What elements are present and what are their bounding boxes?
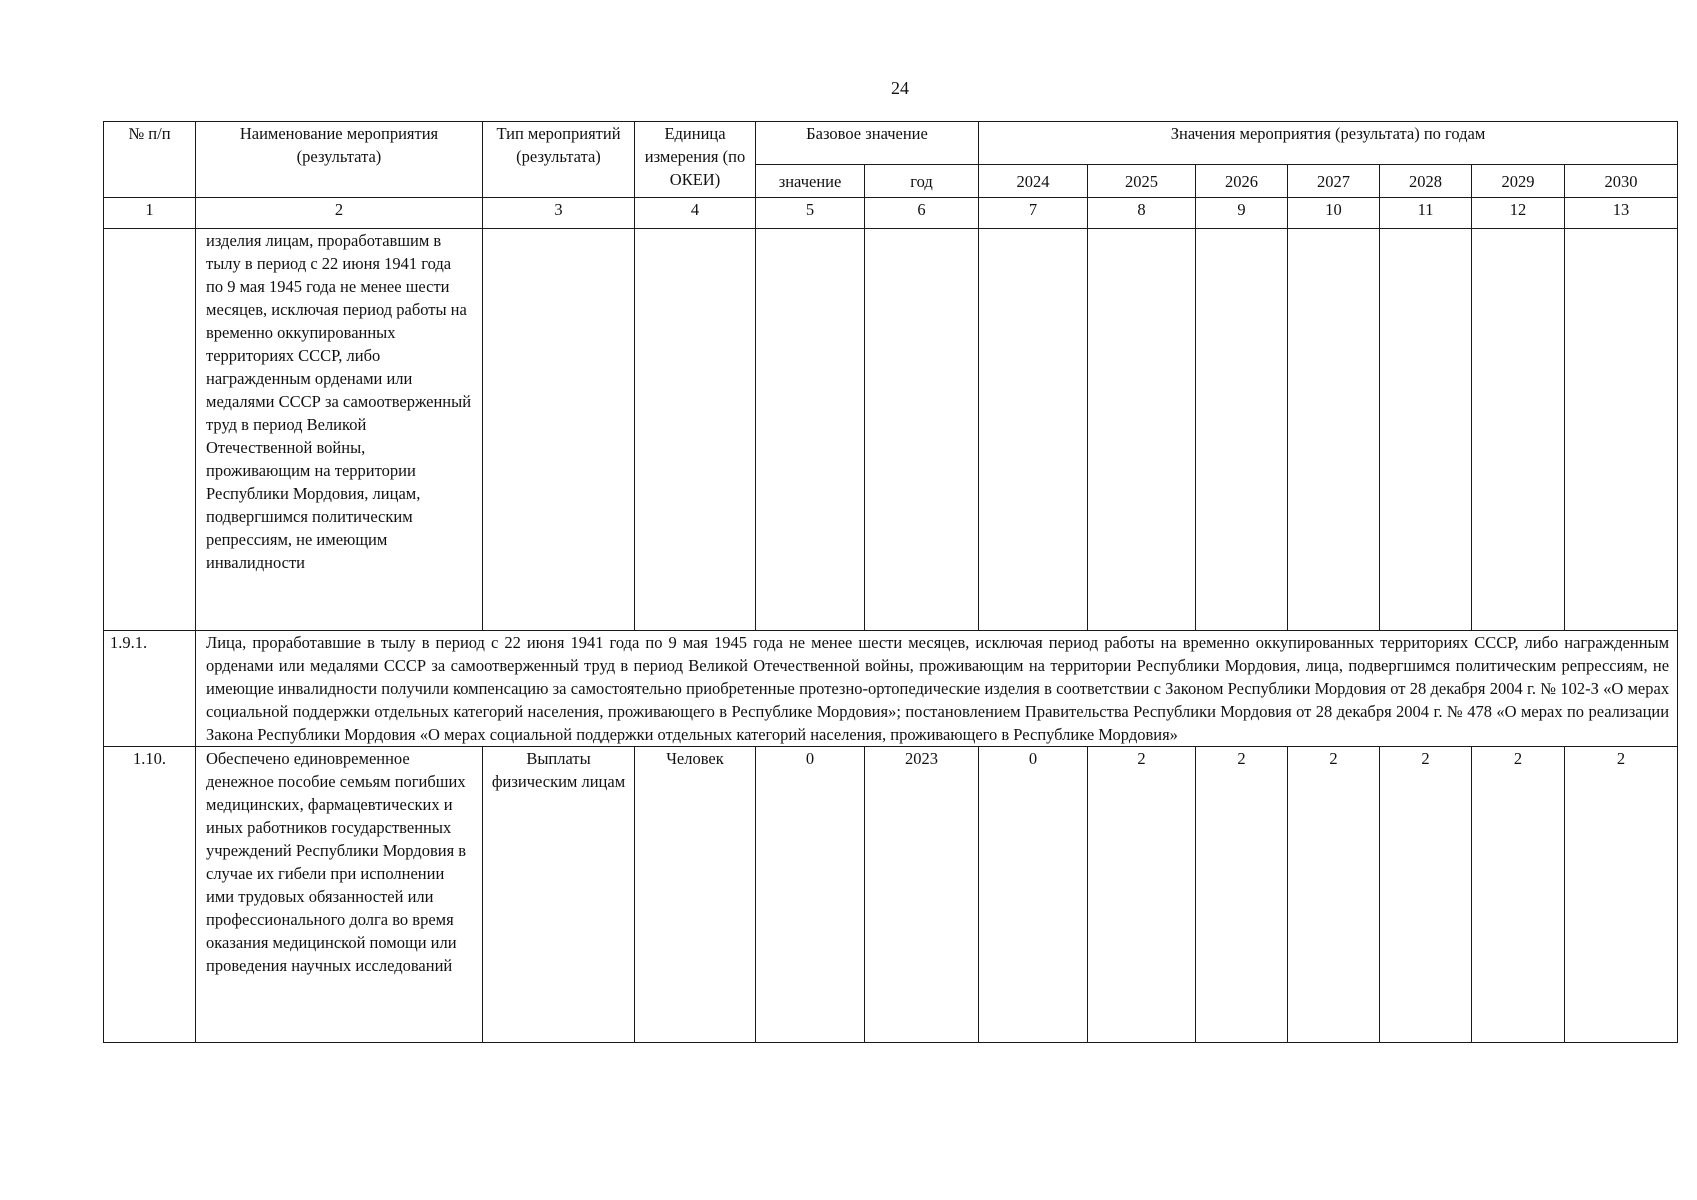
column-number: 8: [1088, 198, 1196, 229]
empty-cell: [865, 229, 979, 631]
header-unit: Единица измерения (по ОКЕИ): [635, 122, 756, 198]
header-year-2030: 2030: [1565, 165, 1678, 198]
measure-name: Обеспечено единовременное денежное пособие семьям погибших медицинских, фармацевтических и иных работников государственных учреждений Республики Мордовия в случае их гибели при исполнении ими трудовых обязанностей или профессионального долга во время оказания медицинской помощи или проведения научных исследований: [196, 747, 483, 1043]
base-value: 0: [756, 747, 865, 1043]
header-base-year: год: [865, 165, 979, 198]
column-number: 12: [1472, 198, 1565, 229]
header-name: Наименование мероприятия (результата): [196, 122, 483, 198]
column-number-row: [104, 198, 1678, 229]
column-number: 13: [1565, 198, 1678, 229]
value-2027: 2: [1288, 747, 1380, 1043]
empty-cell: [1288, 229, 1380, 631]
header-type: Тип мероприятий (результата): [483, 122, 635, 198]
value-2026: 2: [1196, 747, 1288, 1043]
column-number: 2: [196, 198, 483, 229]
row-num: 1.10.: [104, 747, 196, 1043]
column-number: 6: [865, 198, 979, 229]
column-number: 9: [1196, 198, 1288, 229]
row-num: [104, 229, 196, 631]
table-row: [104, 747, 1678, 1043]
header-base: Базовое значение: [756, 122, 979, 165]
empty-cell: [1088, 229, 1196, 631]
unit: Человек: [635, 747, 756, 1043]
column-number: 3: [483, 198, 635, 229]
column-number: 1: [104, 198, 196, 229]
header-num: № п/п: [104, 122, 196, 198]
measures-table: [103, 121, 1678, 1043]
column-number: 11: [1380, 198, 1472, 229]
empty-cell: [756, 229, 865, 631]
table-row: [104, 229, 1678, 631]
value-2030: 2: [1565, 747, 1678, 1043]
result-description: Лица, проработавшие в тылу в период с 22 июня 1941 года по 9 мая 1945 года не менее шести месяцев, исключая период работы на временно оккупированных территориях СССР, либо награжденным орденами или медалями СССР за самоотверженный труд в период Великой Отечественной войны, проживающим на территории Республики Мордовия, лица, подвергшимся политическим репрессиям, не имеющие инвалидности получили компенсацию за самостоятельно приобретенные протезно-ортопедические изделия в соответствии с Законом Республики Мордовия от 28 декабря 2004 г. № 102-З «О мерах социальной поддержки отдельных категорий населения, проживающего в Республике Мордовия»; постановлением Правительства Республики Мордовия от 28 декабря 2004 г. № 478 «О мерах по реализации Закона Республики Мордовия «О мерах социальной поддержки отдельных категорий населения, проживающего в Республике Мордовия»: [196, 631, 1678, 747]
table-row: [104, 631, 1678, 747]
value-2028: 2: [1380, 747, 1472, 1043]
header-year-2029: 2029: [1472, 165, 1565, 198]
empty-cell: [483, 229, 635, 631]
header-year-2027: 2027: [1288, 165, 1380, 198]
empty-cell: [1472, 229, 1565, 631]
empty-cell: [979, 229, 1088, 631]
value-2024: 0: [979, 747, 1088, 1043]
value-2025: 2: [1088, 747, 1196, 1043]
page-number: 24: [891, 78, 909, 98]
header-year-2028: 2028: [1380, 165, 1472, 198]
header-year-2025: 2025: [1088, 165, 1196, 198]
empty-cell: [1565, 229, 1678, 631]
column-number: 7: [979, 198, 1088, 229]
header-values-by-year: Значения мероприятия (результата) по годам: [979, 122, 1678, 165]
empty-cell: [635, 229, 756, 631]
header-row-top: [104, 122, 1678, 165]
column-number: 10: [1288, 198, 1380, 229]
column-number: 5: [756, 198, 865, 229]
measure-type: Выплаты физическим лицам: [483, 747, 635, 1043]
header-base-value: значение: [756, 165, 865, 198]
column-number: 4: [635, 198, 756, 229]
base-year: 2023: [865, 747, 979, 1043]
row-num: 1.9.1.: [104, 631, 196, 747]
header-year-2024: 2024: [979, 165, 1088, 198]
measure-name: изделия лицам, проработавшим в тылу в период с 22 июня 1941 года по 9 мая 1945 года не менее шести месяцев, исключая период работы на временно оккупированных территориях СССР, либо награжденным орденами или медалями СССР за самоотверженный труд в период Великой Отечественной войны, проживающим на территории Республики Мордовия, лицам, подвергшимся политическим репрессиям, не имеющим инвалидности: [196, 229, 483, 631]
empty-cell: [1196, 229, 1288, 631]
value-2029: 2: [1472, 747, 1565, 1043]
empty-cell: [1380, 229, 1472, 631]
header-year-2026: 2026: [1196, 165, 1288, 198]
